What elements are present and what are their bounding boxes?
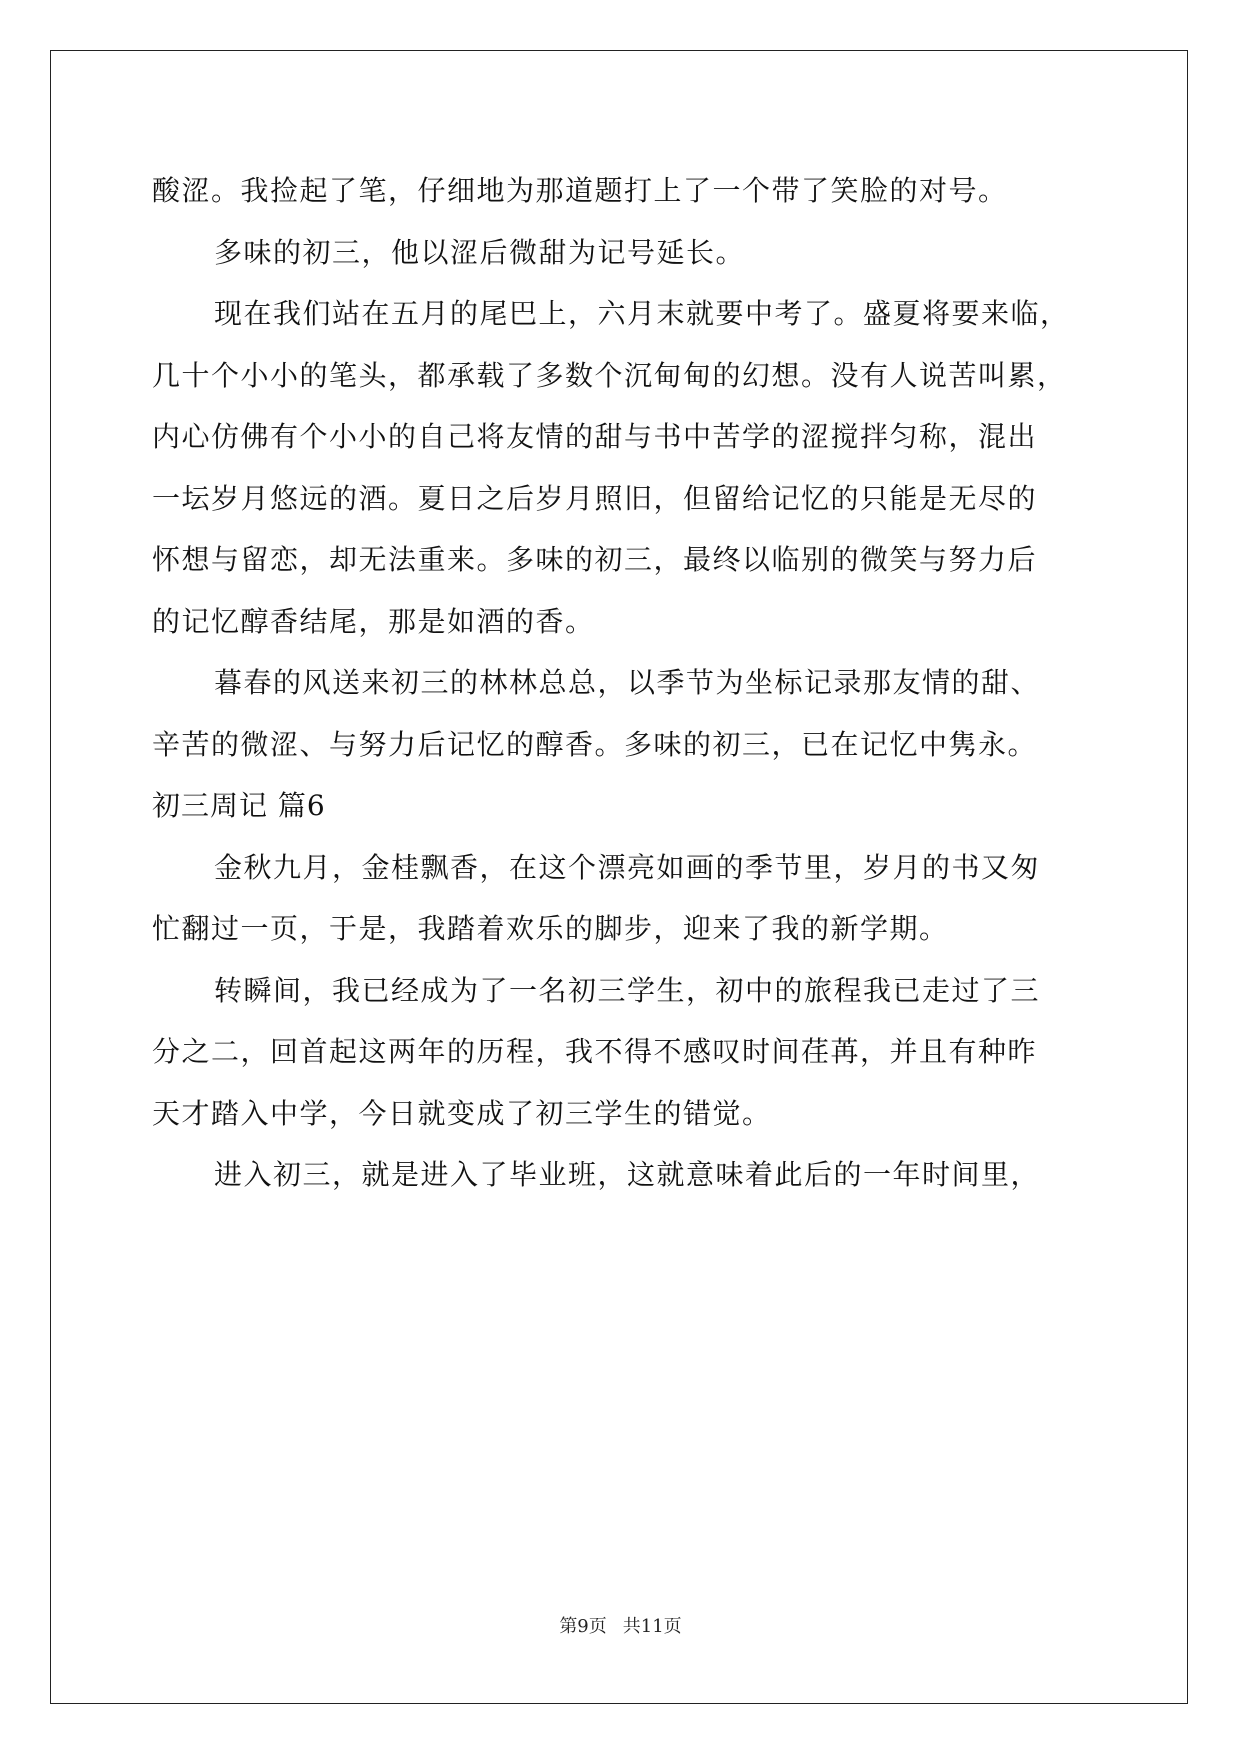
text-line: 几十个小小的笔头，都承载了多数个沉甸甸的幻想。没有人说苦叫累， — [152, 358, 1067, 392]
text-line: 金秋九月，金桂飘香，在这个漂亮如画的季节里，岁月的书又匆 — [214, 850, 1041, 884]
page-footer — [0, 1612, 1241, 1638]
text-line: 酸涩。我捡起了笔，仔细地为那道题打上了一个带了笑脸的对号。 — [152, 174, 1008, 207]
text-line: 的记忆醇香结尾，那是如酒的香。 — [152, 604, 595, 638]
page-total: 共11页 — [622, 1616, 682, 1637]
document-body — [152, 160, 1092, 1206]
section-heading: 初三周记 篇6 — [152, 789, 326, 822]
text-line: 暮春的风送来初三的林林总总，以季节为坐标记录那友情的甜、 — [214, 666, 1041, 699]
text-line: 进入初三，就是进入了毕业班，这就意味着此后的一年时间里， — [214, 1158, 1041, 1191]
text-line: 转瞬间，我已经成为了一名初三学生，初中的旅程我已走过了三 — [214, 973, 1041, 1007]
text-line: 一坛岁月悠远的酒。夏日之后岁月照旧，但留给记忆的只能是无尽的 — [152, 481, 1038, 515]
text-line: 怀想与留恋，却无法重来。多味的初三，最终以临别的微笑与努力后 — [152, 543, 1038, 576]
text-line: 现在我们站在五月的尾巴上，六月末就要中考了。盛夏将要来临， — [214, 297, 1070, 330]
page-number: 第9页 — [559, 1616, 607, 1637]
text-line: 分之二，回首起这两年的历程，我不得不感叹时间荏苒，并且有种昨 — [152, 1035, 1038, 1068]
text-line: 内心仿佛有个小小的自己将友情的甜与书中苦学的涩搅拌匀称，混出 — [152, 420, 1038, 453]
text-line: 天才踏入中学，今日就变成了初三学生的错觉。 — [152, 1096, 772, 1130]
text-line: 辛苦的微涩、与努力后记忆的醇香。多味的初三，已在记忆中隽永。 — [152, 727, 1038, 761]
text-line: 多味的初三，他以涩后微甜为记号延长。 — [214, 235, 746, 269]
text-line: 忙翻过一页，于是，我踏着欢乐的脚步，迎来了我的新学期。 — [152, 912, 949, 945]
